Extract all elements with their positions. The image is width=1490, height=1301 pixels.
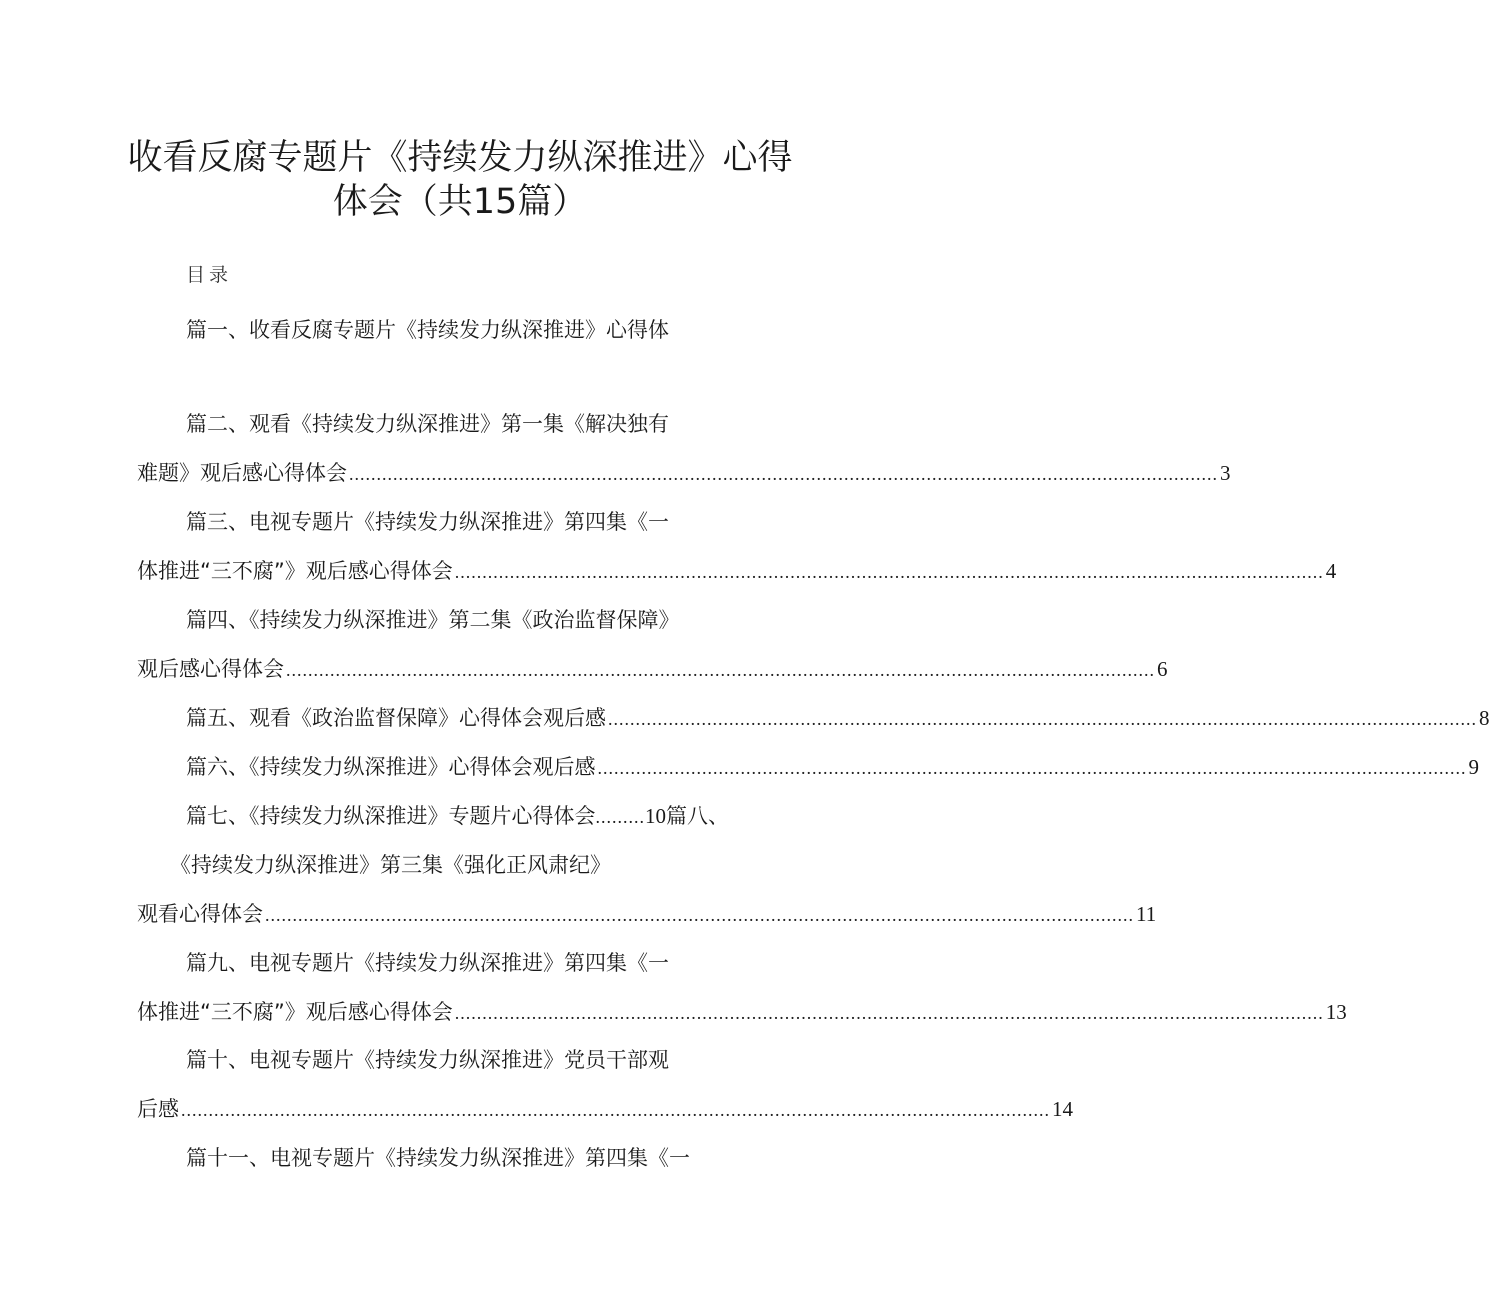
toc-entry-text: 体推进“三不腐”》观后感心得体会 — [137, 559, 453, 583]
toc-entry-11-line-1[interactable]: 篇十一、电视专题片《持续发力纵深推进》第四集《一 — [186, 1146, 690, 1170]
toc-entry-10-line-1[interactable]: 篇十、电视专题片《持续发力纵深推进》党员干部观 — [186, 1048, 669, 1072]
toc-label: 目录 — [186, 264, 233, 286]
toc-page-number: 9 — [1468, 755, 1479, 779]
toc-entry-text: 观后感心得体会 — [137, 657, 284, 681]
toc-entry-text: 观看心得体会 — [137, 902, 263, 926]
toc-entry-text: 篇七、《持续发力纵深推进》专题片心得体会 — [186, 804, 596, 828]
toc-page-number: 11 — [1136, 902, 1157, 926]
toc-leader-dots: ......... — [595, 807, 645, 827]
toc-entry-4-line-1[interactable]: 篇四、《持续发力纵深推进》第二集《政治监督保障》 — [186, 608, 680, 632]
toc-entry-4-line-2[interactable] — [137, 655, 1168, 684]
toc-entry-text: 体推进“三不腐”》观后感心得体会 — [137, 1000, 453, 1024]
toc-entry-text: 后感 — [137, 1097, 179, 1121]
toc-entry-9-line-1[interactable]: 篇九、电视专题片《持续发力纵深推进》第四集《一 — [186, 951, 669, 975]
toc-entry-5[interactable] — [186, 704, 1490, 733]
toc-entry-3-line-1[interactable]: 篇三、电视专题片《持续发力纵深推进》第四集《一 — [186, 510, 669, 534]
toc-entry-9-line-2[interactable] — [137, 998, 1347, 1027]
toc-leader-dots: .............................................................................................................................................................. — [608, 709, 1477, 729]
toc-leader-dots: .............................................................................................................................................................. — [597, 758, 1467, 778]
toc-page-number: 4 — [1325, 559, 1337, 583]
toc-leader-dots: .............................................................................................................................................................. — [454, 562, 1324, 582]
toc-entry-2-line-1[interactable]: 篇二、观看《持续发力纵深推进》第一集《解决独有 — [186, 412, 669, 436]
toc-page-number: 3 — [1220, 461, 1231, 485]
document-title-line-1: 收看反腐专题片《持续发力纵深推进》心得 — [127, 138, 793, 178]
toc-entry-text: 难题》观后感心得体会 — [137, 461, 347, 485]
toc-entry-7[interactable] — [186, 802, 790, 831]
toc-leader-dots: .............................................................................................................................................................. — [349, 464, 1218, 484]
toc-leader-dots: .............................................................................................................................................................. — [181, 1100, 1050, 1120]
document-title-line-2: 体会（共15篇） — [332, 182, 588, 222]
toc-entry-2-line-2[interactable] — [137, 459, 1231, 488]
toc-page-number: 14 — [1052, 1097, 1073, 1121]
toc-entry-3-line-2[interactable] — [137, 557, 1337, 586]
toc-entry-8-line-1[interactable]: 《持续发力纵深推进》第三集《强化正风肃纪》 — [170, 853, 611, 877]
toc-entry-8-prefix: 篇八、 — [666, 804, 729, 828]
toc-entry-text: 篇六、《持续发力纵深推进》心得体会观后感 — [186, 755, 596, 779]
toc-entry-10-line-2[interactable] — [137, 1095, 1073, 1124]
toc-entry-6[interactable] — [186, 753, 1479, 782]
toc-entry-8-line-2[interactable] — [137, 900, 1157, 929]
toc-leader-dots: .............................................................................................................................................................. — [454, 1003, 1324, 1023]
toc-leader-dots: .............................................................................................................................................................. — [265, 905, 1134, 925]
toc-entry-text: 篇五、观看《政治监督保障》心得体会观后感 — [186, 706, 606, 730]
toc-leader-dots: .............................................................................................................................................................. — [286, 660, 1155, 680]
toc-entry-1[interactable]: 篇一、收看反腐专题片《持续发力纵深推进》心得体 — [186, 318, 669, 342]
toc-page-number: 8 — [1479, 706, 1490, 730]
toc-page-number: 13 — [1325, 1000, 1347, 1024]
toc-page-number: 10 — [645, 804, 666, 828]
toc-page-number: 6 — [1157, 657, 1168, 681]
